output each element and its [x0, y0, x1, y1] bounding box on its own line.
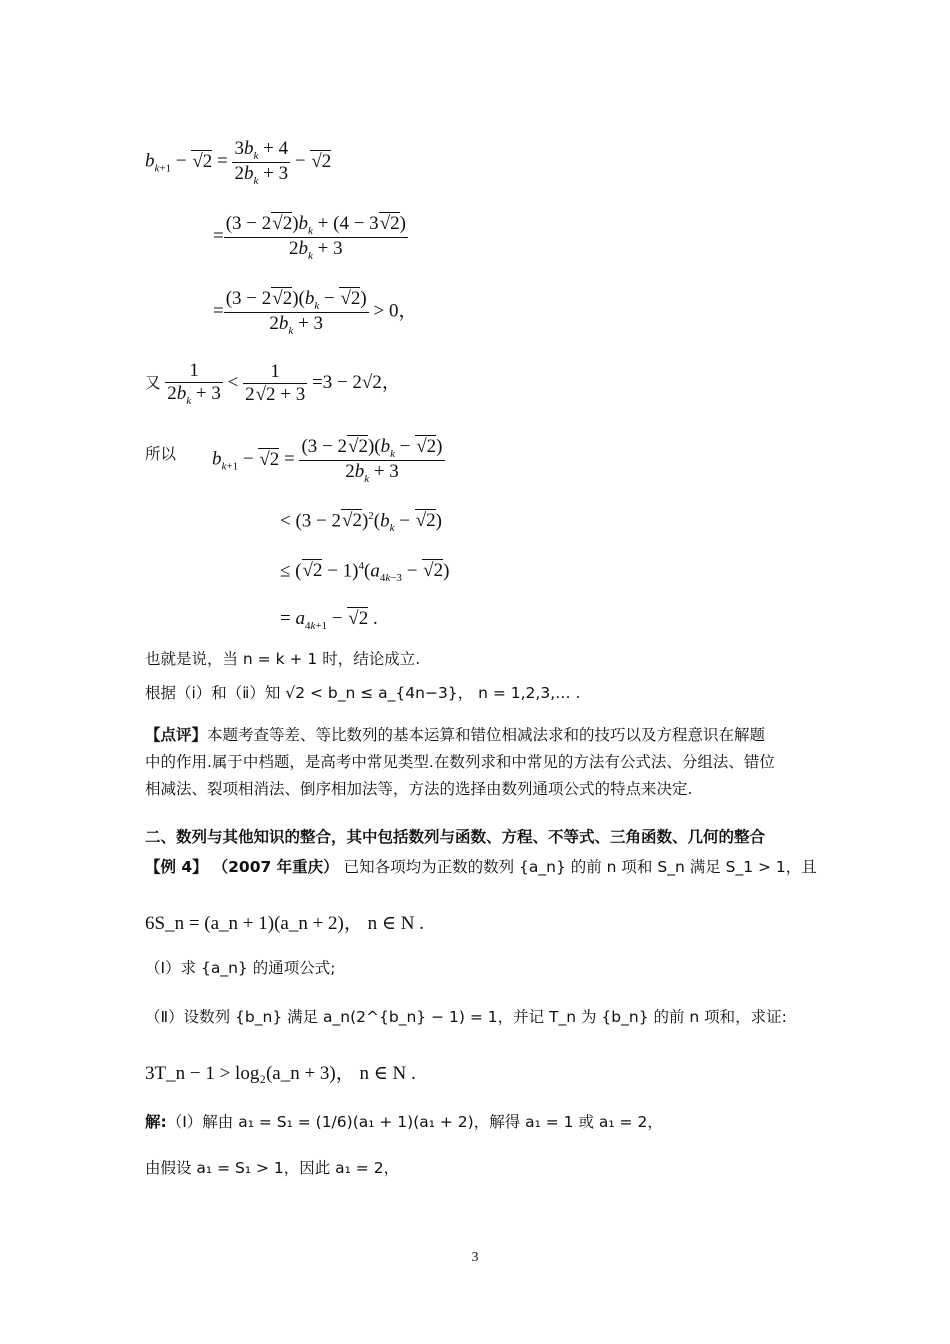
example-text: 已知各项均为正数的数列 {a_n} 的前 n 项和 S_n 满足 S_1 > 1，且: [343, 858, 817, 876]
so-equation: $b_{k+1} - √2$ = $\frac{(3 - 2√2)(b_k - √2)}{2b_k + 3}$: [212, 436, 443, 485]
example-condition: 6S_n = (a_n + 1)(a_n + 2)， n ∈ N .: [145, 913, 424, 934]
part-2-inequality: 3T_n − 1 > log₂(a_n + 3)， n ∈ N .: [145, 1063, 416, 1084]
section-heading: 二、数列与其他知识的整合，其中包括数列与函数、方程、不等式、三角函数、几何的整合: [145, 828, 766, 846]
comment-line-3: 相减法、裂项相消法、倒序相加法等，方法的选择由数列通项公式的特点来决定.: [145, 780, 693, 798]
equation-1: $b_{k+1} - √2$ = $\frac{3b_k + 4}{2b_k + 3}$ − √2: [145, 138, 332, 187]
solution-text-1: （Ⅰ）解由 a₁ = S₁ = (1/6)(a₁ + 1)(a₁ + 2)，解得 a₁ = 1 或 a₁ = 2，: [166, 1113, 663, 1131]
part-2: （Ⅱ）设数列 {b_n} 满足 a_n(2^{b_n} − 1) = 1，并记 T_n 为 {b_n} 的前 n 项和，求证:: [145, 1008, 787, 1026]
example-label: 【例 4】: [145, 858, 208, 876]
part-1: （Ⅰ）求 {a_n} 的通项公式;: [145, 959, 336, 977]
comment-line-2: 中的作用.属于中档题，是高考中常见类型.在数列求和中常见的方法有公式法、分组法、错位: [145, 753, 775, 771]
step-2: < $(3 - 2√2)^2(b_k - √2)$: [280, 510, 442, 535]
equation-3: = $\frac{(3 - 2√2)(b_k - √2)}{2b_k + 3}$ > 0，: [213, 288, 418, 337]
comment-label: 【点评】: [145, 726, 208, 744]
equation-2: = $\frac{(3 - 2√2)b_k + (4 - 3√2)}{2b_k + 3}$: [213, 213, 406, 262]
page-number: 3: [471, 1250, 479, 1265]
also-tail: =3 − 2√2，: [312, 371, 401, 393]
solution-line-2: 由假设 a₁ = S₁ > 1，因此 a₁ = 2，: [145, 1159, 400, 1177]
step-4: = $a_{4k+1} - √2$ .: [280, 608, 378, 632]
also-label: 又: [145, 373, 161, 392]
solution-label: 解:: [145, 1113, 167, 1131]
step-3: ≤ $(√2 - 1)^4(a_{4k-3} - √2)$: [280, 560, 450, 585]
conclusion-1: 也就是说，当 n = k + 1 时，结论成立.: [145, 650, 421, 668]
comment-text-1: 本题考查等差、等比数列的基本运算和错位相减法求和的技巧以及方程意识在解题: [207, 726, 766, 744]
also-inequality: 又 $\frac{1}{2b_k + 3}$ < $\frac{1}{2√2 + 3}$ =3 − 2√2，: [145, 360, 401, 407]
conclusion-2: 根据（ⅰ）和（ⅱ）知 √2 < b_n ≤ a_{4n−3}， n = 1,2,3,… .: [145, 684, 581, 702]
comment-line-1: [145, 723, 765, 745]
example-source: （2007 年重庆）: [212, 858, 339, 876]
solution-line-1: [145, 1110, 663, 1132]
eq3-tail: > 0，: [373, 300, 418, 322]
example-line: [145, 855, 817, 877]
so-label: 所以: [145, 445, 177, 463]
